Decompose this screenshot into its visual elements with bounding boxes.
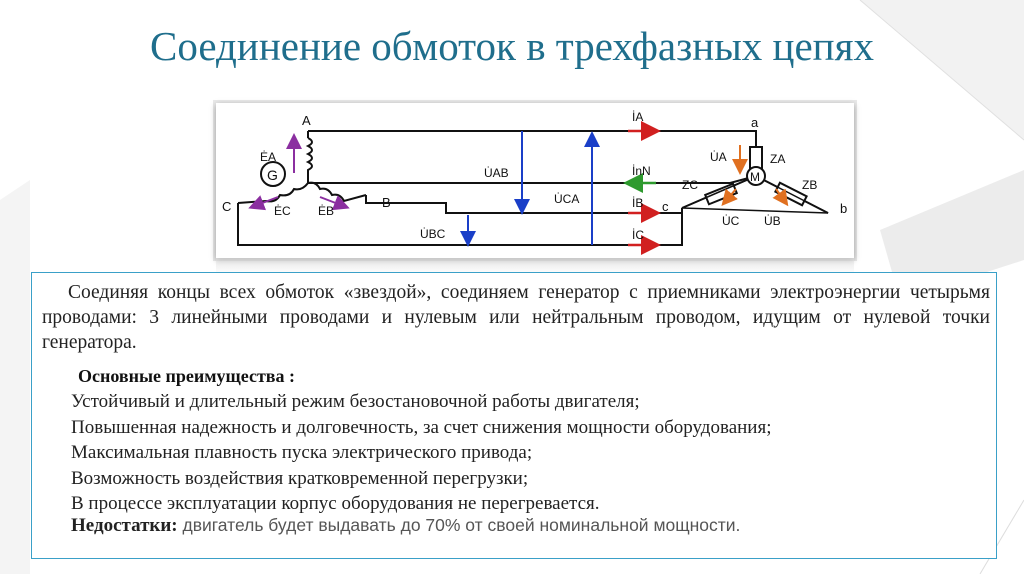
motor-label: M [750,170,760,184]
label-node-c-load: c [662,199,669,214]
coil-a [308,138,312,181]
disadvantages-label: Недостатки: [71,515,178,536]
impedance-b-label: ZB [802,178,818,192]
label-node-b-load: b [840,201,848,216]
advantages-heading: Основные преимущества : [78,366,296,386]
emf-c-label: ĖC [274,204,291,218]
current-c-label: İC [632,228,644,242]
circuit-svg [216,103,854,258]
label-node-c-gen: C [222,199,232,214]
advantages-list [71,389,772,517]
list-item: Повышенная надежность и долговечность, за счет снижения мощности оборудования; [71,416,772,438]
generator-label: G [267,167,278,183]
circuit-diagram [216,103,854,258]
page-title: Соединение обмоток в трехфазных цепях [150,23,874,69]
list-item: Возможность воздействия кратковременной перегрузки; [71,467,529,489]
disadvantages-text: двигатель будет выдавать до 70% от своей номинальной мощности. [177,515,741,535]
list-item: Максимальная плавность пуска электрического привода; [71,442,533,463]
current-nn-label: İnN [632,164,651,178]
list-item: В процессе эксплуатации корпус оборудования не перегревается. [71,493,600,514]
impedance-c-label: ZC [682,178,698,192]
label-node-b-gen: B [382,195,391,210]
load-voltage-a-label: U̇A [710,150,727,164]
wire-line-c [238,203,682,245]
wire-line-a [308,131,756,143]
coil-b [308,183,366,201]
label-node-a-load: a [751,115,759,130]
intro-paragraph: Соединяя концы всех обмоток «звездой», соединяем генератор с приемниками электроэнергии четырьмя проводами: 3 линейными проводами и нулевым или нейтральным проводом, идущим от нулевой точки генератора. [42,282,990,353]
voltage-ca-label: U̇CA [554,192,580,206]
current-a-label: İA [632,110,644,124]
emf-b-label: ĖB [318,204,335,218]
emf-a-label: ĖA [260,150,277,164]
impedance-a-label: ZA [770,152,786,166]
label-node-a-gen: A [302,113,311,128]
current-b-label: İB [632,196,644,210]
list-item: Устойчивый и длительный режим безостановочной работы двигателя; [71,391,640,412]
load-voltage-b-label: U̇B [764,214,781,228]
load-voltage-c-label: U̇C [722,214,740,228]
voltage-ab-label: U̇AB [484,166,509,180]
disadvantages-line [71,515,740,537]
voltage-bc-label: U̇BC [420,227,446,241]
